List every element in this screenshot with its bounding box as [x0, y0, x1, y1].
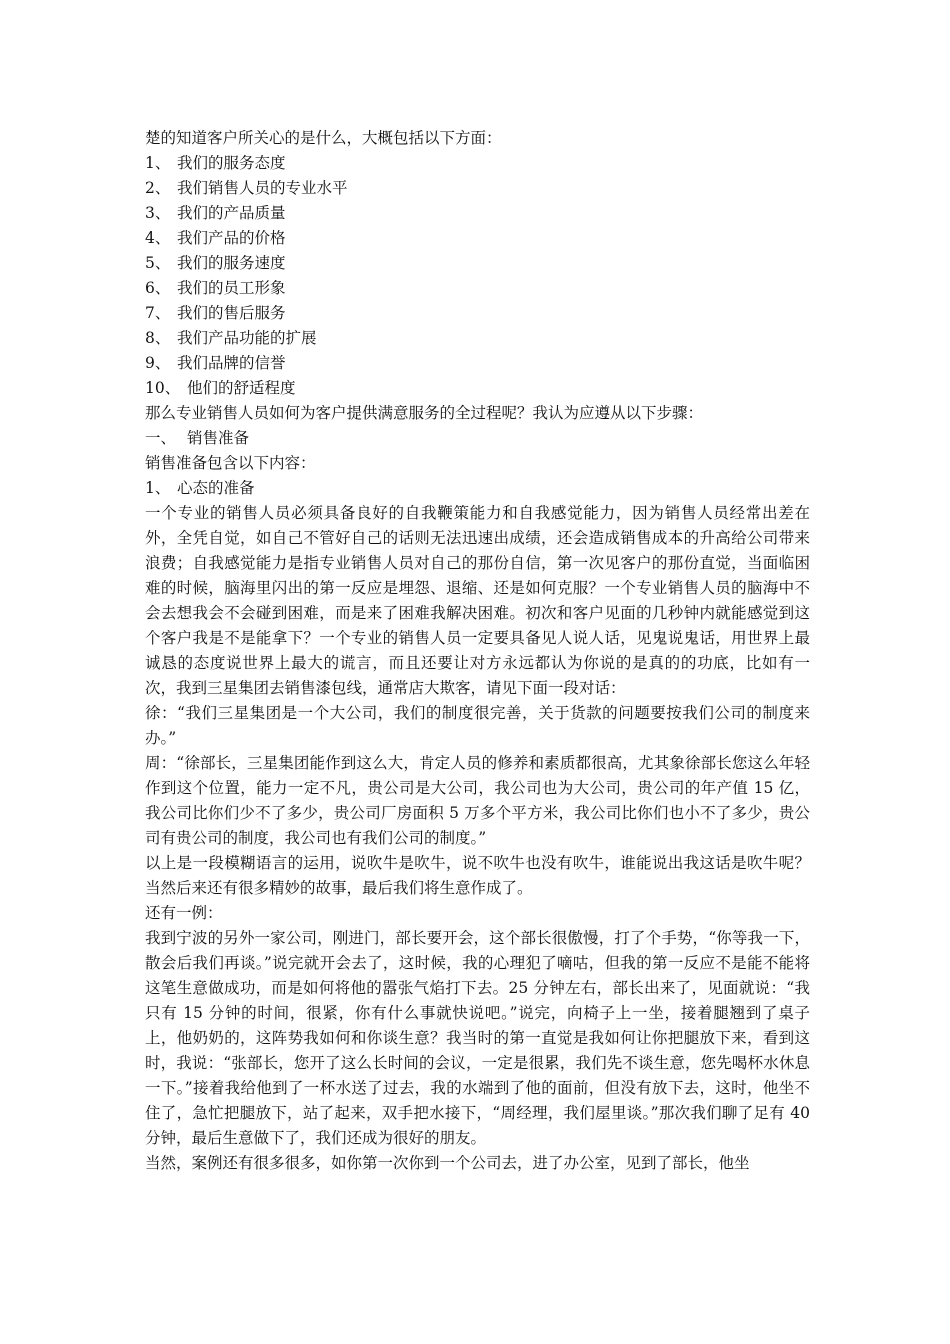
list-item	[145, 376, 810, 401]
list-item-number: 7、	[145, 304, 171, 322]
list-item-number: 4、	[145, 229, 171, 247]
section-title: 销售准备	[187, 429, 250, 447]
list-item-number: 6、	[145, 279, 171, 297]
list-item-text: 我们的售后服务	[177, 304, 286, 322]
list-item-text: 我们的服务态度	[177, 154, 286, 172]
body-paragraph: 还有一例：	[145, 904, 223, 922]
subsection-number: 1、	[145, 479, 171, 497]
list-item	[145, 151, 810, 176]
body-paragraph: 一个专业的销售人员必须具备良好的自我鞭策能力和自我感觉能力，因为销售人员经常出差在外，全凭自觉，如自己不管好自己的话则无法迅速出成绩，还会造成销售成本的升高给公司带来浪费；自我感觉能力是指专业销售人员对自己的那份自信，第一次见客户的那份直觉，当面临困难的时候，脑海里闪出的第一反应是埋怨、退缩、还是如何克服？一个专业销售人员的脑海中不会去想我会不会碰到困难，而是来了困难我解决困难。初次和客户见面的几秒钟内就能感觉到这个客户我是不是能拿下？一个专业的销售人员一定要具备见人说人话，见鬼说鬼话，用世界上最诚恳的态度说世界上最大的谎言，而且还要让对方永远都认为你说的是真的的功底，比如有一次，我到三星集团去销售漆包线，通常店大欺客，请见下面一段对话：	[145, 504, 810, 697]
concern-list	[145, 151, 810, 401]
body-paragraph: 我到宁波的另外一家公司，刚进门，部长要开会，这个部长很傲慢，打了个手势，“你等我一下，散会后我们再谈。”说完就开会去了，这时候，我的心理犯了嘀咕，但我的第一反应不是能不能将这笔生意做成功，而是如何将他的嚣张气焰打下去。25 分钟左右，部长出来了，见面就说：“我只有 15 分钟的时间，很紧，你有什么事就快说吧。”说完，向椅子上一坐，接着腿翘到了桌子上，他奶奶的，这阵势我如何和你谈生意？我当时的第一直觉是我如何让你把腿放下来，看到这时，我说：“张部长，您开了这么长时间的会议，一定是很累，我们先不谈生意，您先喝杯水休息一下。”接着我给他到了一杯水送了过去，我的水端到了他的面前，但没有放下去，这时，他坐不住了，急忙把腿放下，站了起来，双手把水接下，“周经理，我们屋里谈。”那次我们聊了足有 40 分钟，最后生意做下了，我们还成为很好的朋友。	[145, 929, 810, 1147]
document-body	[145, 126, 810, 1176]
list-item-number: 3、	[145, 204, 171, 222]
intro-line: 楚的知道客户所关心的是什么，大概包括以下方面：	[145, 129, 502, 147]
dialogue-paragraph: 徐：“我们三星集团是一个大公司，我们的制度很完善，关于货款的问题要按我们公司的制度来办。”	[145, 704, 810, 747]
subsection-heading	[145, 476, 810, 501]
list-item-text: 我们产品功能的扩展	[177, 329, 317, 347]
subsection-title: 心态的准备	[177, 479, 255, 497]
body-paragraph: 以上是一段模糊语言的运用，说吹牛是吹牛，说不吹牛也没有吹牛，谁能说出我这话是吹牛呢？当然后来还有很多精妙的故事，最后我们将生意作成了。	[145, 854, 810, 897]
list-item-number: 5、	[145, 254, 171, 272]
list-item	[145, 301, 810, 326]
question-line: 那么专业销售人员如何为客户提供满意服务的全过程呢？我认为应遵从以下步骤：	[145, 404, 704, 422]
body-paragraph: 当然，案例还有很多很多，如你第一次你到一个公司去，进了办公室，见到了部长，他坐	[145, 1154, 750, 1172]
list-item	[145, 176, 810, 201]
list-item-text: 我们的产品质量	[177, 204, 286, 222]
list-item	[145, 326, 810, 351]
list-item-text: 他们的舒适程度	[187, 379, 296, 397]
list-item	[145, 351, 810, 376]
list-item	[145, 251, 810, 276]
list-item-number: 9、	[145, 354, 171, 372]
list-item-text: 我们产品的价格	[177, 229, 286, 247]
list-item-text: 我们的服务速度	[177, 254, 286, 272]
section-number: 一、	[145, 429, 177, 447]
list-item	[145, 201, 810, 226]
list-item	[145, 276, 810, 301]
section-heading	[145, 426, 810, 451]
list-item-text: 我们销售人员的专业水平	[177, 179, 348, 197]
list-item-number: 10、	[145, 379, 181, 397]
list-item-text: 我们品牌的信誉	[177, 354, 286, 372]
list-item-number: 8、	[145, 329, 171, 347]
dialogue-paragraph: 周：“徐部长，三星集团能作到这么大，肯定人员的修养和素质都很高，尤其象徐部长您这么年轻作到这个位置，能力一定不凡，贵公司是大公司，我公司也为大公司，贵公司的年产值 15 亿，我公司比你们少不了多少，贵公司厂房面积 5 万多个平方米，我公司比你们也小不了多少，贵公司有贵公司的制度，我公司也有我们公司的制度。”	[145, 754, 810, 847]
list-item-text: 我们的员工形象	[177, 279, 286, 297]
section-intro: 销售准备包含以下内容：	[145, 454, 316, 472]
list-item	[145, 226, 810, 251]
list-item-number: 2、	[145, 179, 171, 197]
list-item-number: 1、	[145, 154, 171, 172]
